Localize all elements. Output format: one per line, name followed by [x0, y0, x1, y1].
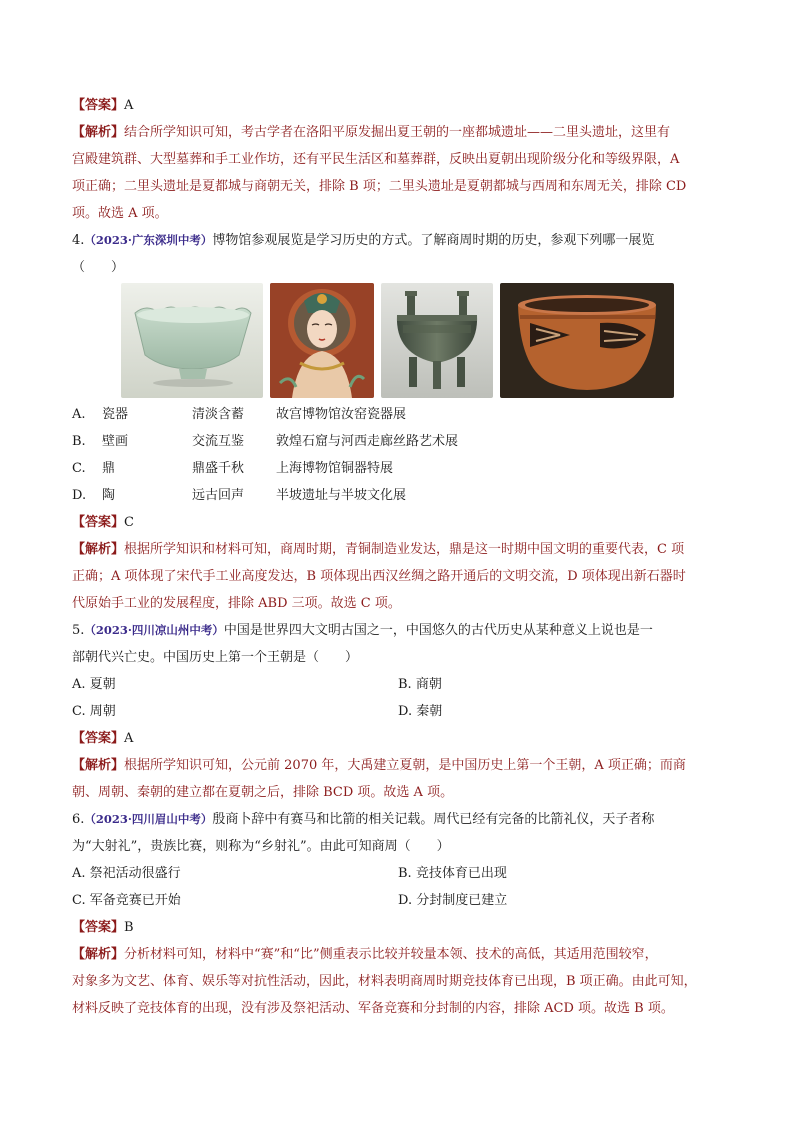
q3-analysis: 【解析】结合所学知识可知，考古学者在洛阳平原发掘出夏王朝的一座都城遗址——二里头遗址，这里有 宫殿建筑群、大型墓葬和手工业作坊，还有平民生活区和墓葬群，反映出夏朝出现阶级分化和等级界限，A 项正确；二里头遗址是夏都城与商朝无关，排除 B 项；二里头遗址是夏朝都城与西周和东周无关，排除 CD 项。故选 A 项。	[72, 125, 687, 221]
exhibit-images	[121, 283, 724, 398]
celadon-bowl-image	[121, 283, 263, 398]
option-c[interactable]: C. 鼎 鼎盛千秋 上海博物馆铜器特展	[72, 461, 394, 476]
option-a[interactable]: A. 瓷器 清淡含蓄 故宫博物馆汝窑瓷器展	[72, 407, 407, 422]
q4-options	[72, 401, 724, 509]
option-d[interactable]: D. 秦朝	[398, 704, 443, 719]
question-4: 4.（2023·广东深圳中考）博物馆参观展览是学习历史的方式。了解商周时期的历史，参观下列哪一展览 （ ） A. 瓷器 清淡含蓄 故宫博物馆汝窑瓷器展 B. 壁画 交流互鉴 敦煌石窟与河西走廊丝路艺术展 C. 鼎 鼎盛千秋 上海博物馆铜器特展 D. 陶 远古回声 半坡遗址与半坡文化展 【答案】C 【解析】根据所学知识和材料可知，商周时期，青铜制造业发达，鼎是这一时期中国文明的重要代表，C 项 正确；A 项体现了宋代手工业高度发达，B 项体现出西汉丝绸之路开通后的文明交流，D 项体现出新石器时 代原始手工业的发展程度，排除 ABD 三项。故选 C 项。	[72, 227, 724, 617]
bronze-ding-image	[381, 283, 493, 398]
option-c[interactable]: C. 周朝	[72, 704, 116, 719]
q5-answer: 【答案】A	[72, 731, 134, 746]
question-5: 5.（2023·四川凉山州中考）中国是世界四大文明古国之一，中国悠久的古代历史从某种意义上说也是一 部朝代兴亡史。中国历史上第一个王朝是（ ） A. 夏朝 B. 商朝 C. 周朝 D. 秦朝 【答案】A 【解析】根据所学知识可知，公元前 2070 年，大禹建立夏朝，是中国历史上第一个王朝，A 项正确；而商 朝、周朝、秦朝的建立都在夏朝之后，排除 BCD 项。故选 A 项。	[72, 617, 724, 806]
option-c[interactable]: C. 军备竞赛已开始	[72, 893, 181, 908]
q6-answer: 【答案】B	[72, 920, 134, 935]
q5-analysis: 【解析】根据所学知识可知，公元前 2070 年，大禹建立夏朝，是中国历史上第一个王朝，A 项正确；而商 朝、周朝、秦朝的建立都在夏朝之后，排除 BCD 项。故选 A 项。	[72, 758, 686, 800]
q5-options-row-2	[72, 698, 724, 725]
option-b[interactable]: B. 商朝	[398, 677, 442, 692]
question-6: 6.（2023·四川眉山中考）殷商卜辞中有赛马和比箭的相关记载。周代已经有完备的比箭礼仪，天子者称 为“大射礼”，贵族比赛，则称为“乡射礼”。由此可知商周（ ） A. 祭祀活动很盛行 B. 竞技体育已出现 C. 军备竞赛已开始 D. 分封制度已建立 【答案】B 【解析】分析材料可知，材料中“赛”和“比”侧重表示比较并较量本领、技术的高低，其适用范围较窄， 对象多为文艺、体育、娱乐等对抗性活动，因此，材料表明商周时期竞技体育已出现，B 项正确。由此可知， 材料反映了竞技体育的出现，没有涉及祭祀活动、军备竞赛和分封制的内容，排除 ACD 项。故选 B 项。	[72, 806, 724, 1022]
mural-image	[270, 283, 374, 398]
option-d[interactable]: D. 分封制度已建立	[398, 893, 508, 908]
q3-answer: 【答案】A	[72, 98, 134, 113]
document-page	[72, 92, 724, 1022]
option-b[interactable]: B. 壁画 交流互鉴 敦煌石窟与河西走廊丝路艺术展	[72, 434, 459, 449]
q6-options-row-2	[72, 887, 724, 914]
q4-analysis: 【解析】根据所学知识和材料可知，商周时期，青铜制造业发达，鼎是这一时期中国文明的重要代表，C 项 正确；A 项体现了宋代手工业高度发达，B 项体现出西汉丝绸之路开通后的文明交流，D 项体现出新石器时 代原始手工业的发展程度，排除 ABD 三项。故选 C 项。	[72, 542, 686, 611]
option-a[interactable]: A. 夏朝	[72, 677, 116, 692]
option-d[interactable]: D. 陶 远古回声 半坡遗址与半坡文化展	[72, 488, 407, 503]
q6-analysis: 【解析】分析材料可知，材料中“赛”和“比”侧重表示比较并较量本领、技术的高低，其适用范围较窄， 对象多为文艺、体育、娱乐等对抗性活动，因此，材料表明商周时期竞技体育已出现，B 项正确。由此可知， 材料反映了竞技体育的出现，没有涉及祭祀活动、军备竞赛和分封制的内容，排除 ACD 项。故选 B 项。	[72, 947, 697, 1016]
painted-pottery-image	[500, 283, 674, 398]
q5-options-row-1	[72, 671, 724, 698]
q4-answer: 【答案】C	[72, 515, 134, 530]
q6-options-row-1	[72, 860, 724, 887]
option-a[interactable]: A. 祭祀活动很盛行	[72, 866, 181, 881]
option-b[interactable]: B. 竞技体育已出现	[398, 866, 507, 881]
